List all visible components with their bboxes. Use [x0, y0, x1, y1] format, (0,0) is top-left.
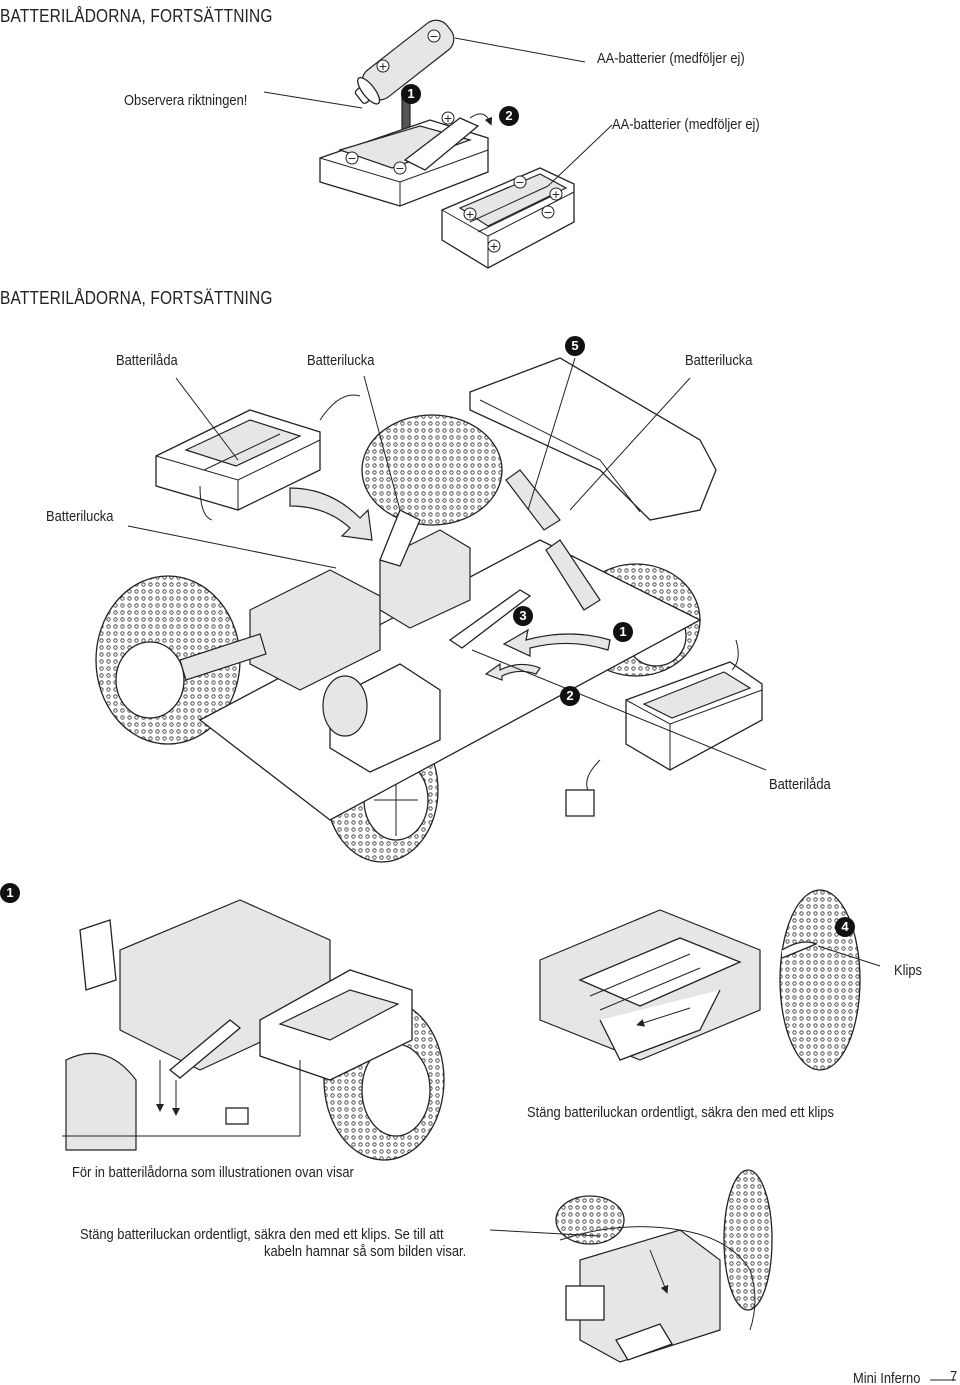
polarity-minus-mark: − [543, 206, 553, 219]
label-aa-batteries-top: AA-batterier (medföljer ej) [597, 50, 745, 67]
caption-close-lid-clip: Stäng batteriluckan ordentligt, säkra den med ett klips [527, 1104, 834, 1121]
label-battery-lid-right: Batterilucka [685, 352, 753, 369]
label-battery-lid-center: Batterilucka [307, 352, 375, 369]
rear-left-wheel-drawing [362, 415, 502, 525]
section2-heading: BATTERILÅDORNA, FORTSÄTTNING [0, 288, 273, 308]
step-badge-2: 2 [499, 106, 519, 126]
label-battery-box-right: Batterilåda [769, 776, 831, 793]
step-badge-1-closeup: 1 [0, 883, 20, 903]
caption-cable-line2: kabeln hamnar så som bilden visar. [264, 1243, 467, 1260]
polarity-plus-mark: + [489, 240, 499, 253]
step-badge-2-overview: 2 [560, 686, 580, 706]
footer-title: Mini Inferno [853, 1370, 921, 1385]
figure-car-overview [96, 358, 766, 862]
rear-wing-drawing [470, 358, 716, 520]
caption-cable-line1: Stäng batteriluckan ordentligt, säkra den med ett klips. Se till att [80, 1226, 444, 1243]
polarity-minus-mark: − [395, 162, 405, 175]
battery-box-right-drawing [442, 168, 574, 268]
polarity-plus-mark: + [551, 188, 561, 201]
figure-battery-insertion [264, 15, 612, 268]
step-badge-4: 4 [835, 917, 855, 937]
polarity-plus-mark: + [443, 112, 453, 125]
figure-clip-closeup [518, 888, 880, 1080]
polarity-minus-mark: − [515, 176, 525, 189]
figure-cable-closeup [490, 1170, 772, 1362]
orientation-note: Observera riktningen! [124, 92, 248, 109]
polarity-plus-mark: + [378, 60, 388, 73]
figure-insert-closeup [62, 890, 444, 1160]
step-badge-1-overview: 1 [613, 622, 633, 642]
label-battery-lid-left: Batterilucka [46, 508, 114, 525]
label-aa-batteries-mid: AA-batterier (medföljer ej) [612, 116, 760, 133]
step-badge-5: 5 [565, 336, 585, 356]
footer-page-number: 7 [950, 1368, 958, 1385]
step-badge-3: 3 [513, 606, 533, 626]
step-badge-1: 1 [401, 84, 421, 104]
polarity-minus-mark: − [429, 30, 439, 43]
polarity-plus-mark: + [465, 208, 475, 221]
label-battery-box-left: Batterilåda [116, 352, 178, 369]
caption-insert-boxes: För in batterilådorna som illustrationen ovan visar [72, 1164, 354, 1181]
section1-heading: BATTERILÅDORNA, FORTSÄTTNING [0, 6, 273, 26]
polarity-minus-mark: − [347, 152, 357, 165]
label-clip: Klips [894, 962, 922, 979]
